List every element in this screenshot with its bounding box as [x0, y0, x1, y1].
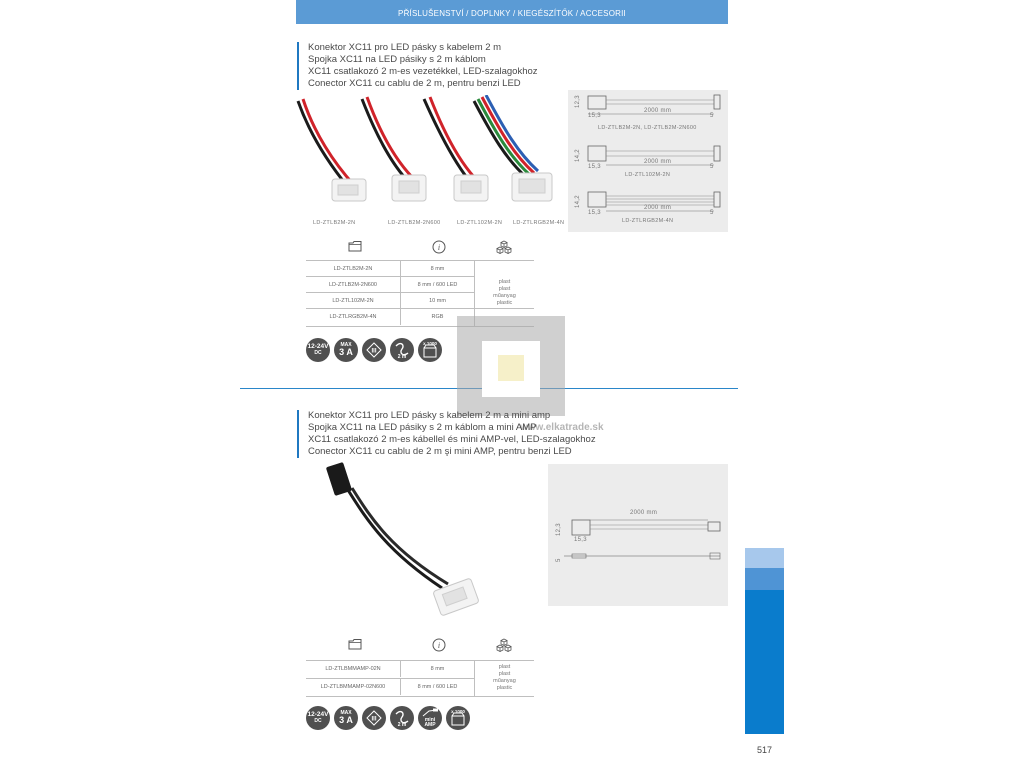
dim-width-label: 15,3 [588, 210, 601, 216]
section2-spec-badges [306, 706, 470, 730]
dim-width-label: 15,3 [574, 537, 587, 543]
section2-product-photo [318, 462, 496, 626]
product-width: RGB [400, 309, 474, 325]
section1-title-hu: XC11 csatlakozó 2 m-es vezetékkel, LED-szalagokhoz [308, 66, 538, 77]
watermark-logo [457, 316, 565, 416]
dim-length-label: 2000 mm [644, 159, 672, 165]
folder-icon [348, 638, 364, 656]
connector-photo-2 [362, 97, 426, 201]
product-code: LD-ZTL102M-2N [332, 298, 374, 304]
photo-caption: LD-ZTL102M-2N [457, 220, 503, 226]
mini-amp-icon: mini AMP [418, 706, 442, 730]
protection-class-iii-icon [362, 706, 386, 730]
info-icon [432, 638, 448, 656]
material-cubes-icon [496, 638, 512, 656]
product-code: LD-ZTLRGB2M-4N [329, 314, 377, 320]
side-tab-dark [745, 590, 784, 734]
dim-end-label: 5 [710, 210, 714, 216]
photo-caption: LD-ZTLB2M-2N [313, 220, 356, 226]
header-title: PŘÍSLUŠENSTVÍ / DOPLNKY / KIEGÉSZÍTŐK / ACCESORII [398, 9, 626, 18]
material-sk: plast [498, 671, 511, 677]
table-row [306, 678, 474, 694]
svg-text:i: i [437, 641, 441, 650]
table-row [306, 276, 474, 292]
dim-width-label: 15,3 [588, 164, 601, 170]
section1-title-cz: Konektor XC11 pro LED pásky s kabelem 2 m [308, 42, 502, 53]
photo-caption: LD-ZTLRGB2M-4N [513, 220, 565, 226]
product-width: 8 mm [400, 261, 474, 277]
dim-length-label: 2000 mm [644, 205, 672, 211]
material-cubes-icon [496, 240, 512, 258]
product-width: 8 mm / 600 LED [400, 679, 474, 695]
section2-spec-table [306, 638, 534, 698]
product-code: LD-ZTLBMMAMP-02N [325, 666, 381, 672]
dim-end-label: 5 [556, 558, 562, 562]
dim-end-label: 5 [710, 164, 714, 170]
section2-title-hu: XC11 csatlakozó 2 m-es kábellel és mini AMP-vel, LED-szalagokhoz [308, 434, 596, 445]
diagram-label: LD-ZTL102M-2N [625, 172, 671, 178]
folder-icon [348, 240, 364, 258]
section2-dimension-diagram [548, 464, 728, 606]
protection-class-iii-icon [362, 338, 386, 362]
material-hu: műanyag [493, 293, 516, 299]
material-sk: plast [498, 286, 511, 292]
material-list [475, 664, 534, 692]
side-tab-light [745, 548, 784, 568]
product-width: 8 mm / 600 LED [400, 277, 474, 293]
material-cz: plast [498, 279, 511, 285]
svg-text:III: III [371, 348, 377, 355]
page-header-bar [296, 0, 728, 24]
section1-spec-table [306, 240, 534, 328]
svg-text:i: i [437, 243, 441, 252]
section1-title-sk: Spojka XC11 na LED pásiky s 2 m káblom [308, 54, 486, 65]
connector-photo [433, 578, 479, 616]
cable-length-icon [390, 338, 414, 362]
package-quantity-icon [446, 706, 470, 730]
table-row [306, 292, 474, 308]
svg-text:2 m: 2 m [397, 354, 407, 359]
voltage-icon: 12-24V DC [306, 338, 330, 362]
dim-length-label: 2000 mm [630, 510, 658, 516]
dimension-drawing [548, 464, 728, 606]
side-tab-mid [745, 568, 784, 590]
material-ro: plastic [496, 685, 513, 691]
diagram-label: LD-ZTLRGB2M-4N [622, 218, 674, 224]
material-cz: plast [498, 664, 511, 670]
connector-photo-1 [298, 99, 366, 201]
svg-text:2 m: 2 m [397, 722, 407, 727]
section1-dimension-diagram [568, 90, 728, 232]
svg-text:x 1000: x 1000 [423, 341, 437, 346]
dim-height-label: 14,2 [575, 149, 581, 162]
section1-product-photos [296, 95, 572, 220]
dim-height-label: 12,3 [556, 523, 562, 536]
section1-spec-badges [306, 338, 442, 362]
section2-title-sk: Spojka XC11 na LED pásiky s 2 m káblom a mini AMP [308, 422, 537, 433]
max-current-icon: MAX 3 A [334, 338, 358, 362]
dim-length-label: 2000 mm [644, 108, 672, 114]
product-code: LD-ZTLB2M-2N600 [329, 282, 377, 288]
product-code: LD-ZTLBMMAMP-02N600 [320, 684, 386, 690]
table-row [306, 260, 534, 276]
dim-end-label: 5 [710, 113, 714, 119]
section2-title-cz: Konektor XC11 pro LED pásky s kabelem 2 m a mini amp [308, 410, 551, 421]
dim-width-label: 15,3 [588, 113, 601, 119]
svg-text:III: III [371, 716, 377, 723]
info-icon [432, 240, 448, 258]
package-quantity-icon [418, 338, 442, 362]
photo-caption: LD-ZTLB2M-2N600 [388, 220, 441, 226]
svg-text:x 1000: x 1000 [451, 709, 465, 714]
max-current-icon: MAX 3 A [334, 706, 358, 730]
product-code: LD-ZTLB2M-2N [333, 266, 373, 272]
section2-title-ro: Conector XC11 cu cablu de 2 m şi mini AMP, pentru benzi LED [308, 446, 572, 457]
table-bottom-rule [306, 696, 534, 697]
product-width: 10 mm [400, 293, 474, 309]
section1-titles [297, 42, 538, 90]
material-list [475, 279, 534, 307]
connector-photo-3 [424, 97, 488, 201]
product-width: 8 mm [400, 661, 474, 677]
voltage-icon: 12-24V DC [306, 706, 330, 730]
watermark-text: www.elkatrade.sk [520, 422, 604, 433]
diagram-label: LD-ZTLB2M-2N, LD-ZTLB2M-2N600 [598, 125, 697, 131]
material-ro: plastic [496, 300, 513, 306]
section1-title-ro: Conector XC11 cu cablu de 2 m, pentru benzi LED [308, 78, 521, 89]
dim-height-label: 14,2 [575, 195, 581, 208]
material-hu: műanyag [493, 678, 516, 684]
cable-length-icon [390, 706, 414, 730]
dim-height-label: 12,3 [575, 95, 581, 108]
page-number: 517 [757, 745, 773, 755]
section2-titles [297, 410, 596, 458]
